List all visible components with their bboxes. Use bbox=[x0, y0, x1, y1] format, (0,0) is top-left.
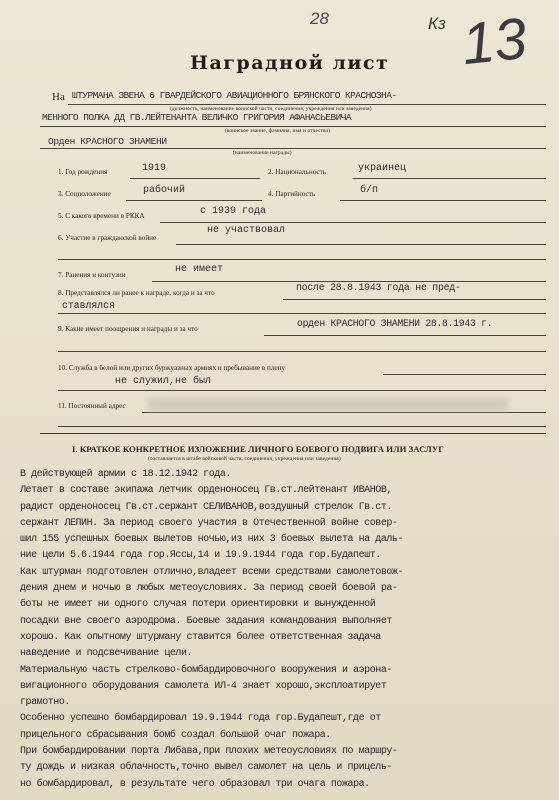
party-value: б/п bbox=[360, 185, 379, 196]
underline bbox=[126, 200, 262, 201]
story-line: Особенно успешно бомбардировал 19.9.1944 года гор.Будапешт,где от bbox=[20, 713, 381, 725]
civil-war-label: 6. Участие в гражданской войне bbox=[58, 234, 157, 242]
story-line: боты не имеет ни одного случая потери ориентировки и вынужденной bbox=[20, 599, 376, 611]
birth-year-value: 1919 bbox=[142, 163, 167, 174]
underline bbox=[58, 313, 546, 314]
previous-award-value-2: ставлялся bbox=[62, 300, 115, 311]
section-caption: (составляется в штабе войсковой части, соединения, учреждения или заведения) bbox=[148, 456, 341, 462]
section-heading: I. КРАТКОЕ КОНКРЕТНОЕ ИЗЛОЖЕНИЕ ЛИЧНОГО БОЕВОГО ПОДВИГА ИЛИ ЗАСЛУГ bbox=[72, 444, 444, 454]
story-line: радист орденоносец Гв.ст.сержант СЕЛИВАНОВ,воздушный стрелок Гв.ст. bbox=[20, 501, 392, 513]
previous-award-value-1: после 28.8.1943 года не пред- bbox=[296, 282, 461, 293]
caption-award: (наименование награды) bbox=[233, 150, 292, 156]
redacted-address bbox=[148, 398, 508, 411]
birth-year-label: 1. Год рождения bbox=[58, 168, 108, 176]
caption-rank-name: (воинское звание, фамилия, имя и отчество) bbox=[225, 128, 331, 134]
nationality-value: украинец bbox=[358, 163, 407, 174]
underline bbox=[58, 259, 546, 260]
section-top-rule bbox=[40, 433, 546, 434]
story-line: сержант ЛЕПИН. За период своего участия в Отечественной войне совер- bbox=[20, 517, 398, 529]
story-line: посадки вне своего аэродрома. Боевые задания командования выполняет bbox=[20, 615, 392, 627]
social-value: рабочий bbox=[143, 185, 186, 196]
story-line: Как штурман подготовлен отлично,владеет всеми средствами самолетовож- bbox=[20, 566, 404, 578]
story-line: дения днем и ночью в любых метеоусловиях. За период своей боевой ра- bbox=[20, 583, 398, 595]
document-title: Наградной лист bbox=[190, 52, 390, 74]
underline bbox=[383, 374, 546, 375]
civil-war-value: не участвовал bbox=[207, 225, 286, 236]
wounds-value: не имеет bbox=[175, 264, 224, 275]
story-line: наведение и подсвечивание цели. bbox=[20, 648, 193, 660]
story-line: При бомбардировании порта Либава,при плохих метеоусловиях по маршру- bbox=[20, 746, 398, 758]
underline bbox=[176, 244, 546, 245]
underline bbox=[40, 126, 546, 127]
nationality-label: 2. Национальность bbox=[268, 168, 327, 176]
award-name: Орден КРАСНОГО ЗНАМЕНИ bbox=[48, 136, 167, 147]
service-label: 10. Служба в белой или других буржуазных армиях и пребывание в плену bbox=[58, 364, 286, 372]
archive-mark: Кз bbox=[428, 14, 446, 33]
na-label: На bbox=[52, 91, 65, 103]
story-line: шил 155 успешных боевых вылетов ночью,из них 3 боевых вылета на даль- bbox=[20, 534, 404, 546]
underline bbox=[68, 104, 546, 105]
underline bbox=[58, 351, 546, 352]
story-line: хорошо. Как опытному штурману ставится более ответственная задача bbox=[20, 631, 381, 643]
underline bbox=[160, 222, 546, 223]
feat-description bbox=[20, 467, 540, 793]
underline bbox=[264, 335, 546, 336]
address-label: 11. Постоянный адрес bbox=[58, 402, 126, 410]
story-line: но бомбардировал, в результате чего образовал три очага пожара. bbox=[20, 778, 370, 790]
awards-value: орден КРАСНОГО ЗНАМЕНИ 28.8.1943 г. bbox=[297, 318, 493, 329]
underline bbox=[58, 426, 546, 427]
underline bbox=[353, 178, 546, 179]
rkka-value: с 1939 года bbox=[200, 206, 267, 217]
service-value: не служил,не был bbox=[115, 376, 212, 387]
position-line-1: ШТУРМАНА ЗВЕНА 6 ГВАРДЕЙСКОГО АВИАЦИОННОГО БРЯНСКОГО КРАСНОЗНА- bbox=[72, 90, 397, 101]
sheet-number: 28 bbox=[310, 9, 329, 28]
story-line: В действующей армии с 18.12.1942 года. bbox=[20, 469, 231, 480]
rkka-label: 5. С какого времени в РККА bbox=[58, 212, 145, 220]
underline bbox=[340, 200, 546, 201]
position-line-2: МЕННОГО ПОЛКА ДД ГВ.ЛЕЙТЕНАНТА ВЕЛИЧКО ГРИГОРИЯ АФАНАСЬЕВИЧА bbox=[42, 112, 352, 123]
previous-award-label: 8. Представлялся ли ранее к награде, когда и за что bbox=[58, 289, 215, 297]
story-line: грамотно. bbox=[20, 697, 70, 709]
underline bbox=[130, 178, 260, 179]
handwritten-big-number: 13 bbox=[458, 5, 530, 78]
wounds-label: 7. Ранения и контузии bbox=[58, 271, 126, 279]
caption-position: (должность, наименование воинской части, соединения, учреждения или заведения) bbox=[170, 106, 372, 112]
underline bbox=[283, 299, 546, 300]
story-line: вигационного оборудования самолета ИЛ-4 знает хорошо,эксплоатирует bbox=[20, 680, 387, 692]
underline bbox=[142, 412, 546, 413]
awards-label: 9. Какие имеет поощрения и награды и за что bbox=[58, 325, 198, 333]
underline bbox=[40, 148, 546, 149]
party-label: 4. Партийность bbox=[268, 190, 316, 198]
story-line: ние цели 5.6.1944 года гор.Яссы,14 и 19.9.1944 года гор.Будапешт. bbox=[20, 550, 381, 562]
story-line: ту дождь и низкая облачность,точно вывел самолет на цель и прицель- bbox=[20, 762, 392, 774]
underline bbox=[58, 390, 546, 391]
story-line: Летает в составе экипажа летчик орденоносец Гв.ст.лейтенант ИВАНОВ, bbox=[20, 485, 392, 497]
social-label: 3. Соцположение bbox=[58, 190, 111, 198]
story-line: прицельного сбрасывания бомб создал большой очаг пожара. bbox=[20, 729, 331, 741]
story-line: Материальную часть стрелково-бомбардировочного вооружения и аэрона- bbox=[20, 664, 392, 676]
